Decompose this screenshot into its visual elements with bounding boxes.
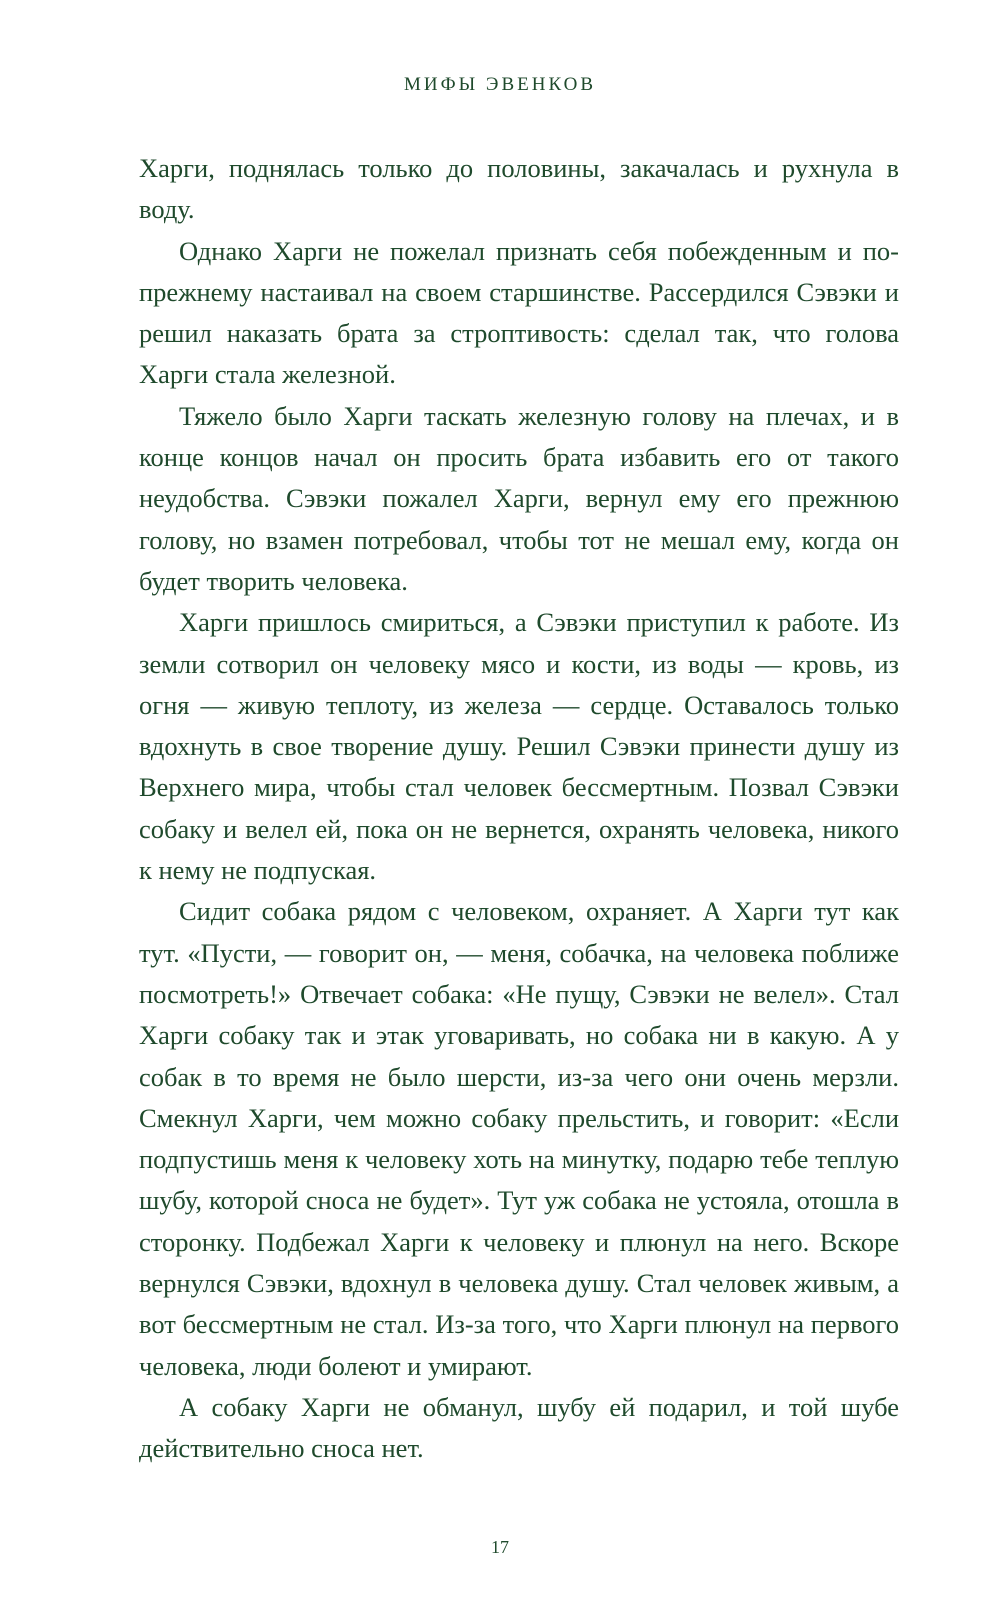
paragraph-6: А собаку Харги не обманул, шубу ей подарил, и той шубе действительно сноса нет.	[139, 1391, 899, 1464]
paragraph-3: Тяжело было Харги таскать железную голову на плечах, и в конце концов начал он просить брата избавить его от такого неудобства. Сэвэки пожалел Харги, вернул ему его прежнюю голову, но взамен потребовал, чтобы тот не мешал ему, когда он будет творить человека.	[139, 400, 899, 596]
page-number: 17	[491, 1537, 509, 1557]
paragraph-2: Однако Харги не пожелал признать себя побежденным и по-прежнему настаивал на своем старшинстве. Рассердился Сэвэки и решил наказать брата за строптивость: сделал так, что голова Харги стала железной.	[139, 235, 899, 390]
paragraph-4: Харги пришлось смириться, а Сэвэки приступил к работе. Из земли сотворил он человеку мясо и кости, из воды — кровь, из огня — живую теплоту, из железа — сердце. Оставалось только вдохнуть в свое творение душу. Решил Сэвэки принести душу из Верхнего мира, чтобы стал человек бессмертным. Позвал Сэвэки собаку и велел ей, пока он не вернется, охранять человека, никого к нему не подпуская.	[139, 607, 899, 886]
paragraph-1: Харги, поднялась только до половины, закачалась и рухнула в воду.	[139, 153, 899, 225]
paragraph-5: Сидит собака рядом с человеком, охраняет. А Харги тут как тут. «Пусти, — говорит он, — меня, собачка, на человека поближе посмотреть!» Отвечает собака: «Не пущу, Сэвэки не велел». Стал Харги собаку так и этак уговаривать, но собака ни в какую. А у собак в то время не было шерсти, из-за чего они очень мерзли. Смекнул Харги, чем можно собаку прельстить, и говорит: «Если подпустишь меня к человеку хоть на минутку, подарю тебе теплую шубу, которой сноса не будет». Тут уж собака не устояла, отошла в сторонку. Подбежал Харги к человеку и плюнул на него. Вскоре вернулся Сэвэки, вдохнул в человека душу. Стал человек живым, а вот бессмертным не стал. Из-за того, что Харги плюнул на первого человека, люди болеют и умирают.	[139, 896, 899, 1381]
body-text	[139, 148, 899, 1470]
running-head: МИФЫ ЭВЕНКОВ	[403, 74, 597, 95]
